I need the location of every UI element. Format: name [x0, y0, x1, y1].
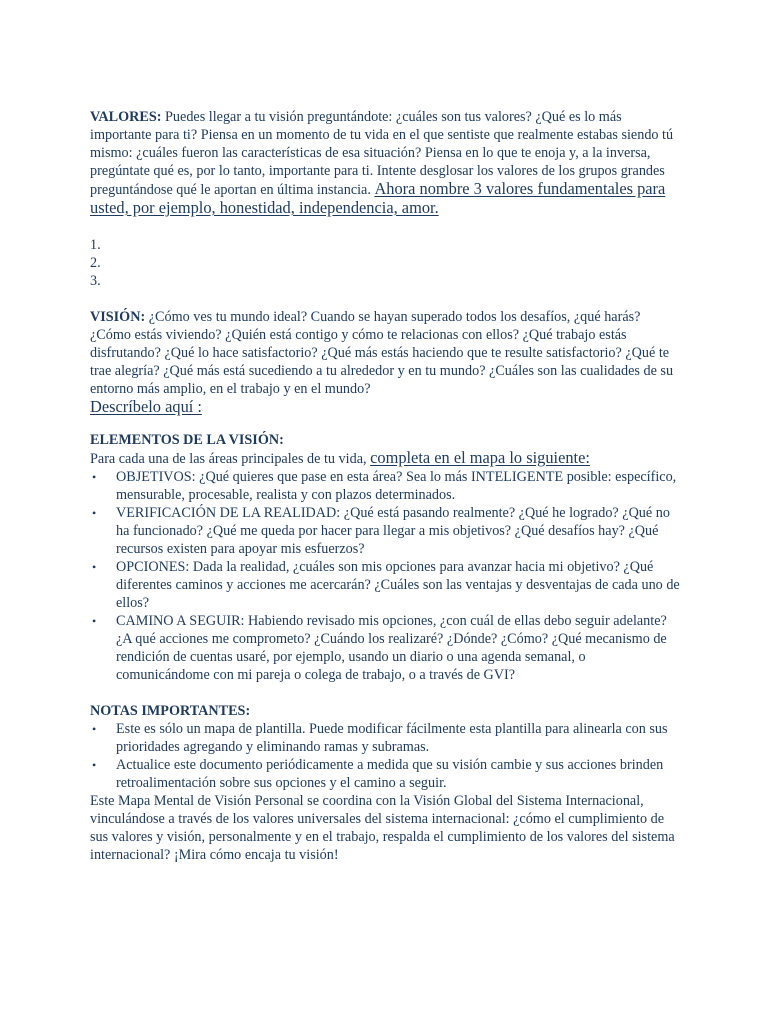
bullet-icon: • — [92, 470, 97, 484]
list-item: 2. — [90, 255, 101, 271]
bullet-icon: • — [92, 506, 97, 520]
valores-paragraph — [90, 108, 680, 218]
list-item-text: VERIFICACIÓN DE LA REALIDAD: ¿Qué está pasando realmente? ¿Qué he logrado? ¿Qué no ha funcionado? ¿Qué me queda por hacer para llegar a mis objetivos? ¿Qué desafíos hay? ¿Qué recursos existen para apoyar mis esfuerzos? — [116, 505, 670, 557]
bullet-icon: • — [92, 560, 97, 574]
list-item — [90, 612, 680, 684]
list-item-text: Este es sólo un mapa de plantilla. Puede modificar fácilmente esta plantilla para alinearla con sus prioridades agregando y eliminando ramas y subramas. — [116, 721, 668, 755]
notas-bullet-list — [90, 720, 680, 792]
spacer — [90, 417, 680, 431]
bullet-icon: • — [92, 722, 97, 736]
elementos-heading: ELEMENTOS DE LA VISIÓN: — [90, 432, 284, 448]
list-item — [90, 558, 680, 612]
valores-prompt: Ahora nombre 3 valores fundamentales para usted, por ejemplo, honestidad, independencia, amor. — [90, 179, 666, 217]
notas-heading: NOTAS IMPORTANTES: — [90, 703, 251, 719]
list-item — [90, 756, 680, 792]
valores-body: Puedes llegar a tu visión preguntándote: ¿cuáles son tus valores? ¿Qué es lo más importante para ti? Piensa en un momento de tu vida en el que sentiste que realmente estabas siendo tú mismo: ¿cuáles fueron las características de esa situación? Piensa en lo que te enoja y, a la inversa, pregúntate qué es, por lo tanto, importante para ti. Intente desglosar los valores de los grupos grandes preguntándose qué le aportan en última instancia. — [90, 109, 674, 198]
list-item: 1. — [90, 237, 101, 253]
spacer — [90, 684, 680, 702]
list-item-text: CAMINO A SEGUIR: Habiendo revisado mis opciones, ¿con cuál de ellas debo seguir adelante? ¿A qué acciones me comprometo? ¿Cuándo los realizaré? ¿Dónde? ¿Cómo? ¿Qué mecanismo de rendición de cuentas usaré, por ejemplo, usando un diario o una agenda semanal, o comunicándome con mi pareja o colega de trabajo, o a través de GVI? — [116, 613, 667, 683]
valores-numbered-list — [90, 236, 680, 290]
elementos-intro-line — [90, 449, 680, 468]
document-body — [90, 108, 680, 864]
vision-body: ¿Cómo ves tu mundo ideal? Cuando se hayan superado todos los desafíos, ¿qué harás? ¿Cómo estás viviendo? ¿Quién está contigo y cómo te relacionas con ellos? ¿Qué trabajo estás disfrutando? ¿Qué lo hace satisfactorio? ¿Qué más estás haciendo que te resulte satisfactorio? ¿Qué te trae alegría? ¿Qué más está sucediendo a tu alrededor y en tu mundo? ¿Cuáles son las cualidades de su entorno más amplio, en el trabajo y en el mundo? — [90, 309, 674, 397]
elementos-intro: Para cada una de las áreas principales de tu vida, — [90, 451, 371, 467]
notas-closing: Este Mapa Mental de Visión Personal se coordina con la Visión Global del Sistema Internacional, vinculándose a través de los valores universales del sistema internacional: ¿cómo el cumplimiento de sus valores y visión, personalmente y en el trabajo, respalda el cumplimiento de los valores del sistema internacional? ¡Mira cómo encaja tu visión! — [90, 793, 675, 863]
spacer — [90, 218, 680, 236]
list-item-text: Actualice este documento periódicamente a medida que su visión cambie y sus acciones brinden retroalimentación sobre sus opciones y el camino a seguir. — [116, 757, 664, 791]
bullet-icon: • — [92, 758, 97, 772]
valores-heading: VALORES: — [90, 109, 162, 125]
list-item — [90, 720, 680, 756]
elementos-intro-prompt: completa en el mapa lo siguiente: — [370, 448, 590, 467]
list-item-text: OBJETIVOS: ¿Qué quieres que pase en esta área? Sea lo más INTELIGENTE posible: específico, mensurable, procesable, realista y con plazos determinados. — [116, 469, 677, 503]
list-item — [90, 504, 680, 558]
vision-prompt-line — [90, 398, 680, 417]
elementos-bullet-list — [90, 468, 680, 684]
list-item-text: OPCIONES: Dada la realidad, ¿cuáles son mis opciones para avanzar hacia mi objetivo? ¿Qué diferentes caminos y acciones me acercarán? ¿Cuáles son las ventajas y desventajas de cada uno de ellos? — [116, 559, 680, 611]
vision-heading: VISIÓN: — [90, 309, 146, 325]
bullet-icon: • — [92, 614, 97, 628]
list-item: 3. — [90, 273, 101, 289]
list-item — [90, 468, 680, 504]
spacer — [90, 290, 680, 308]
vision-prompt: Descríbelo aquí : — [90, 397, 202, 416]
vision-paragraph — [90, 308, 680, 398]
